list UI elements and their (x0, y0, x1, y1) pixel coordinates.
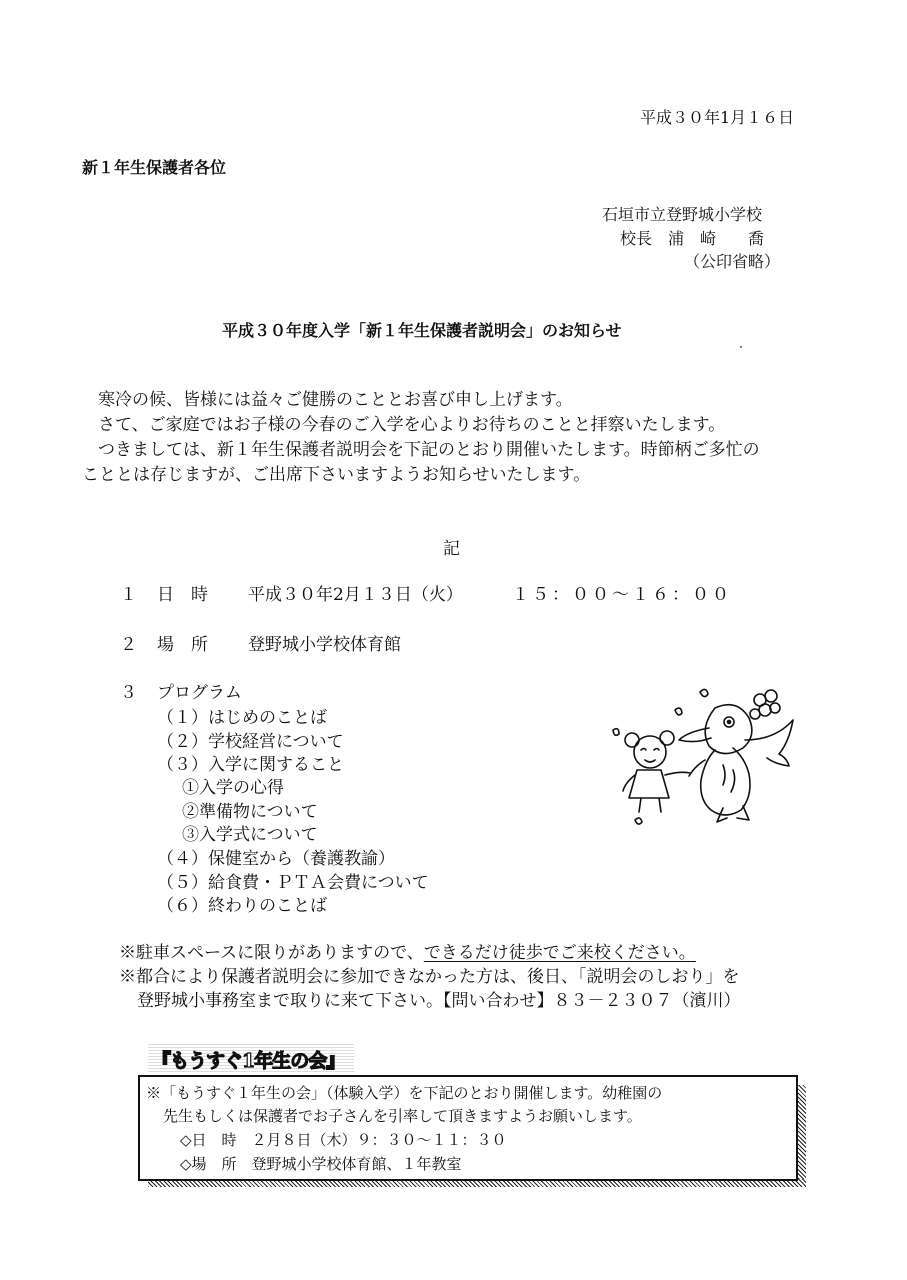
program-line: （５）給食費・ＰＴＡ会費について (157, 873, 429, 893)
scan-speck (740, 346, 742, 348)
program-subline: ③入学式について (182, 825, 318, 845)
item2-value: 登野城小学校体育館 (248, 635, 401, 655)
event-place: ◇場 所 登野城小学校体育館、１年教室 (180, 1155, 462, 1173)
recipient: 新１年生保護者各位 (82, 158, 227, 177)
notice-title: 平成３０年度入学「新１年生保護者説明会」のお知らせ (222, 321, 622, 340)
item3-label: プログラム (157, 683, 242, 703)
event-line-1: ※「もうすぐ１年生の会」（体験入学）を下記のとおり開催します。幼稚園の (146, 1084, 663, 1102)
parking-note (119, 938, 696, 963)
item1-date: 平成３０年2月１３日（火） (248, 585, 463, 605)
body-line-4: こととは存じますが、ご出席下さいますようお知らせいたします。 (82, 465, 591, 485)
body-line-2: さて、ご家庭ではお子様の今春のご入学を心よりお待ちのことと拝察いたします。 (98, 415, 726, 435)
body-line-1: 寒冷の候、皆様には益々ご健勝のこととお喜び申し上げます。 (98, 390, 573, 410)
event-date: ◇日 時 ２月８日（木）９：３０～１１：３０ (180, 1131, 507, 1149)
item1-time: １５：００～１６：００ (512, 585, 732, 605)
item1-label: 日 時 (157, 585, 208, 605)
program-subline: ①入学の心得 (182, 778, 284, 798)
mascot-illustration (605, 680, 805, 830)
event-banner: 『もうすぐ1年生の会』 (152, 1050, 345, 1072)
sender-principal: 校長 浦 崎 喬 (620, 229, 765, 248)
item1-number: １ (120, 585, 137, 605)
parking-note-emphasis: できるだけ徒歩でご来校ください。 (423, 943, 696, 963)
seal-note: （公印省略） (684, 252, 781, 271)
document-date: 平成３０年1月１６日 (640, 108, 795, 127)
program-line: （２）学校経営について (157, 732, 344, 752)
item3-number: ３ (120, 683, 137, 703)
program-subline: ②準備物について (182, 802, 318, 822)
program-line: （３）入学に関すること (157, 755, 344, 775)
parking-note-prefix: ※駐車スペースに限りがありますので、 (119, 943, 424, 963)
item2-label: 場 所 (157, 635, 208, 655)
program-line: （６）終わりのことば (157, 896, 327, 916)
program-line: （１）はじめのことば (157, 708, 327, 728)
absence-note-line-2: 登野城小事務室まで取りに来て下さい。【問い合わせ】８３－２３０７（濱川） (137, 991, 741, 1011)
body-line-3: つきましては、新１年生保護者説明会を下記のとおり開催いたします。時節柄ご多忙の (98, 440, 760, 460)
absence-note-line-1: ※都合により保護者説明会に参加できなかった方は、後日、「説明会のしおり」を (119, 967, 740, 987)
program-line: （４）保健室から（養護教諭） (157, 849, 395, 869)
ki-heading: 記 (443, 539, 460, 559)
event-line-2: 先生もしくは保護者でお子さんを引率して頂きますようお願いします。 (163, 1107, 642, 1125)
item2-number: ２ (120, 635, 137, 655)
event-box-shadow-right (797, 1085, 806, 1186)
sender-school: 石垣市立登野城小学校 (602, 205, 763, 224)
